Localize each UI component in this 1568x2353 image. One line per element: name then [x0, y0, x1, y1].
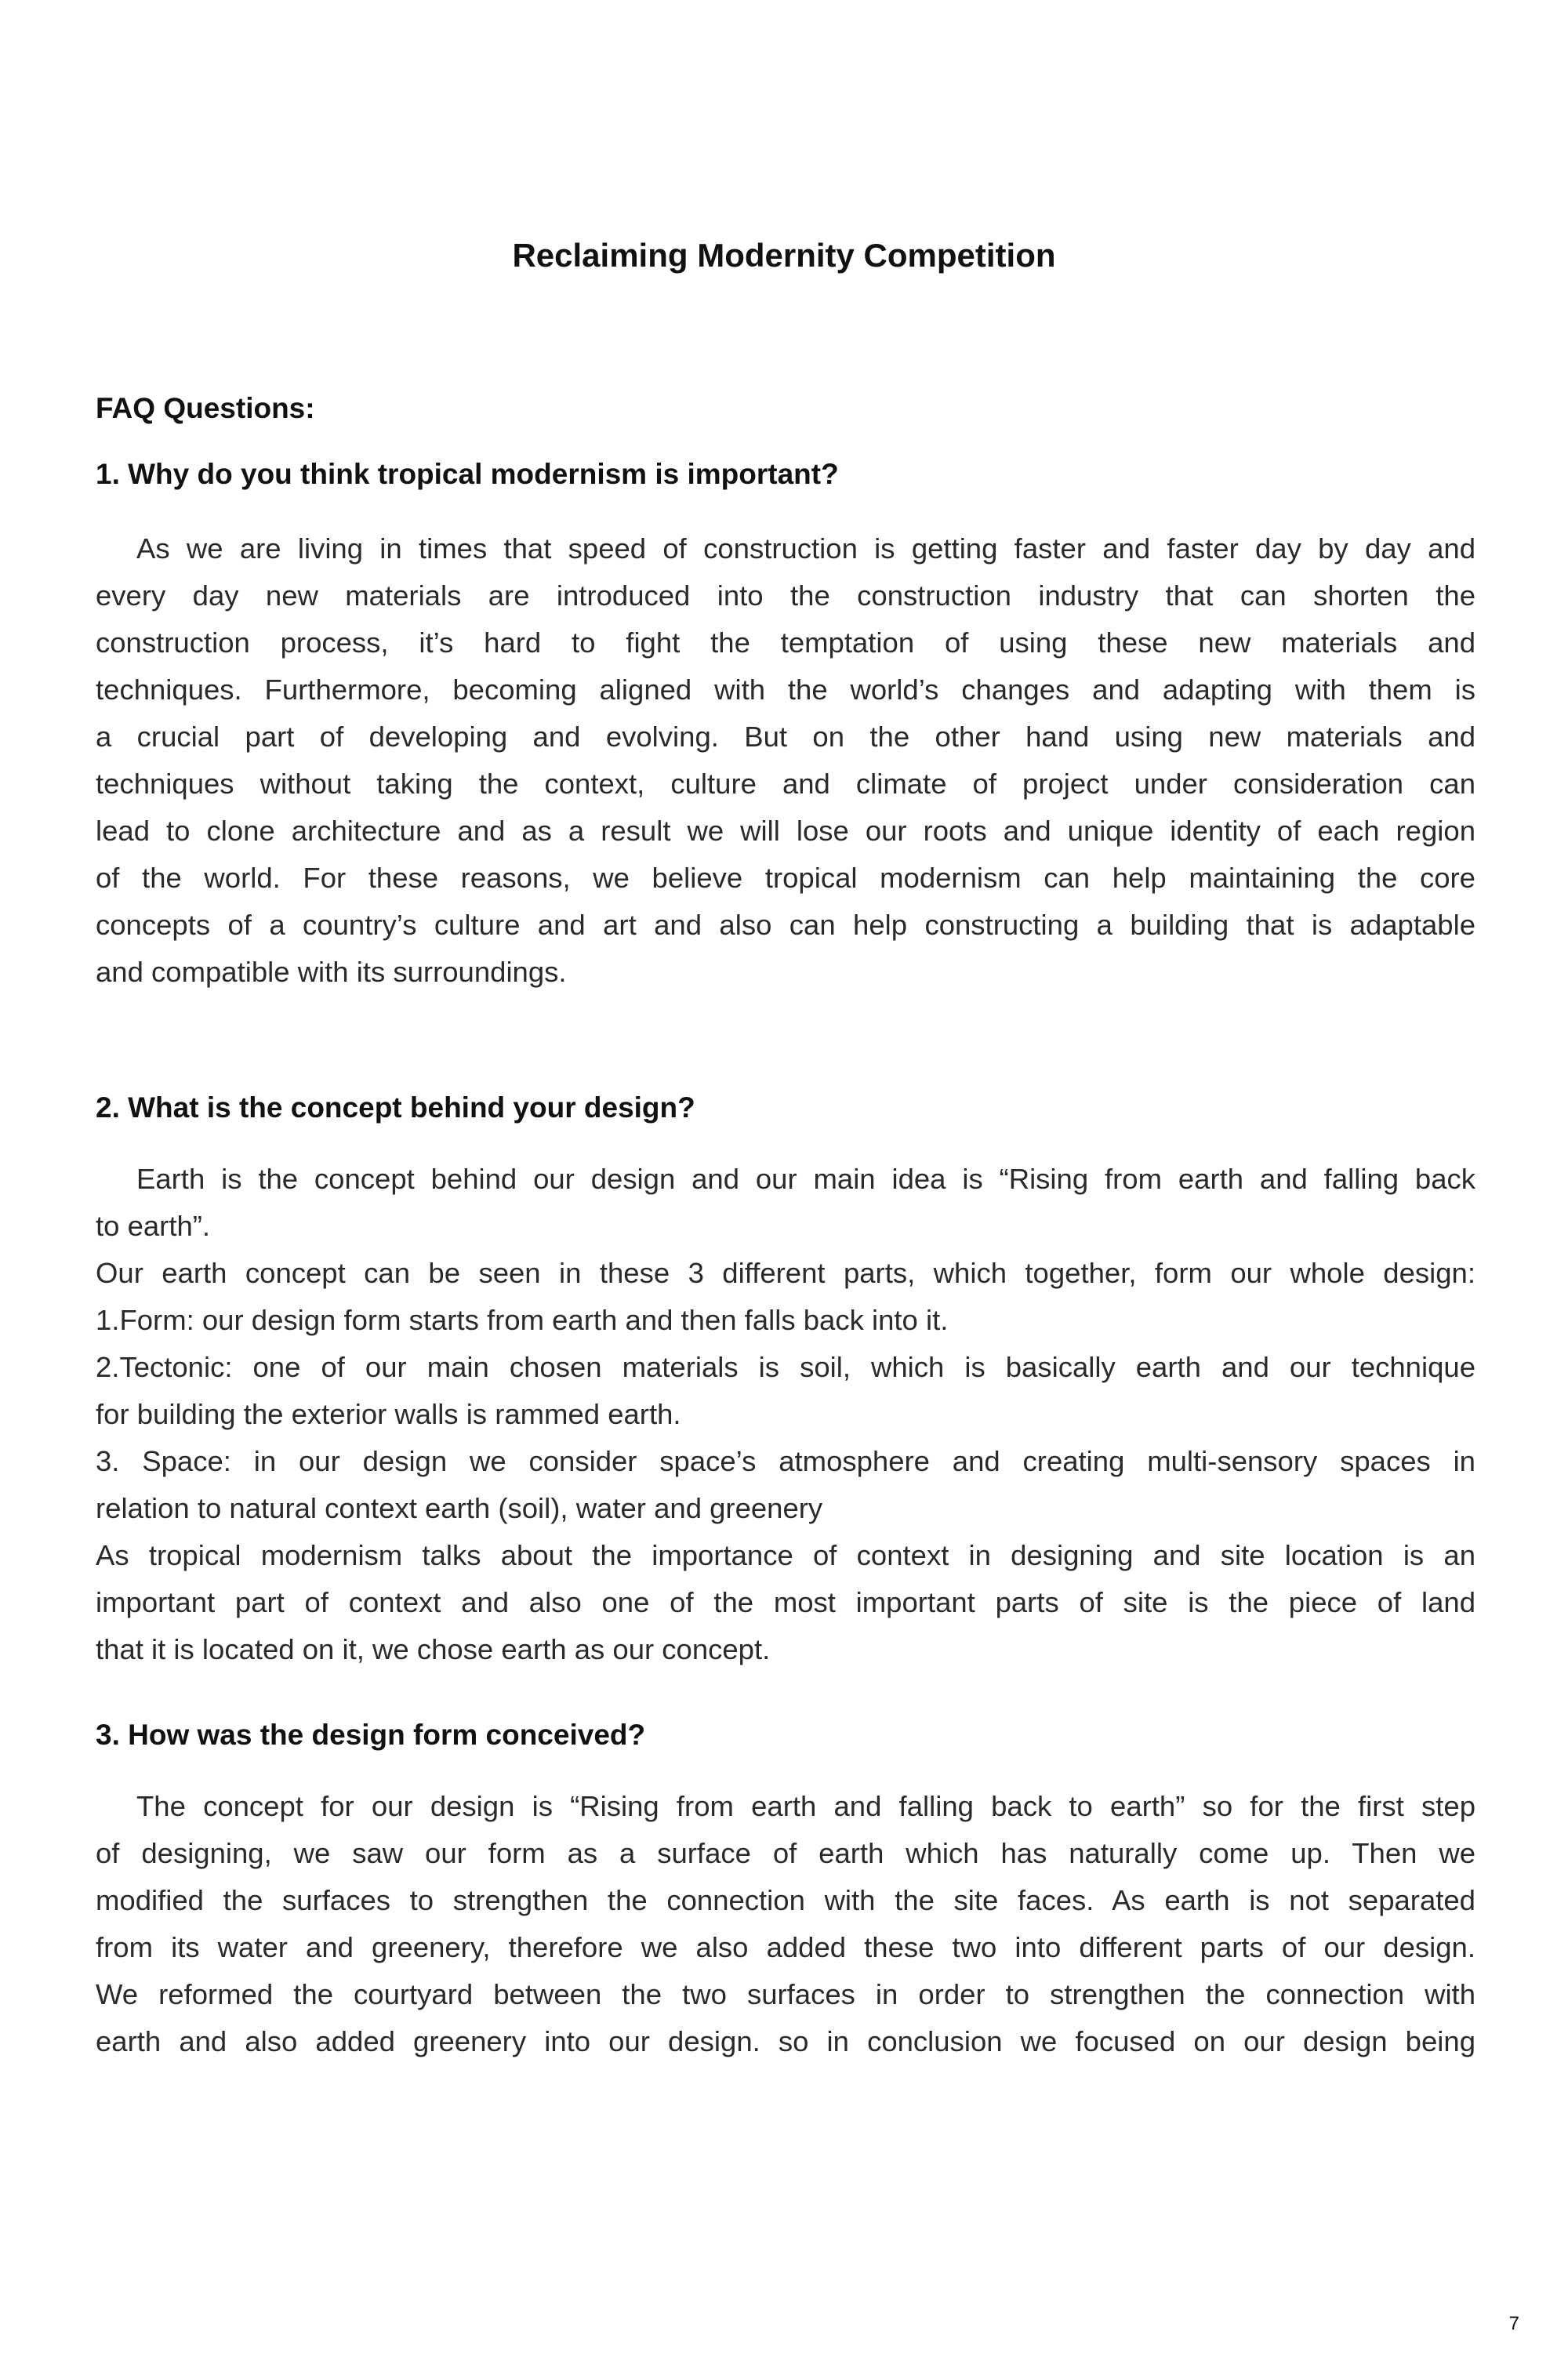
question-1-answer: [96, 525, 1475, 996]
answer-line: modified the surfaces to strengthen the connection with the site faces. As earth is not separated: [96, 1884, 1475, 1916]
answer-line: techniques without taking the context, culture and climate of project under consideration can: [96, 768, 1475, 800]
answer-line: for building the exterior walls is rammed earth.: [96, 1398, 681, 1430]
answer-line: relation to natural context earth (soil), water and greenery: [96, 1492, 823, 1524]
answer-line: 3. Space: in our design we consider space’s atmosphere and creating multi-sensory spaces in: [96, 1445, 1475, 1477]
answer-line: lead to clone architecture and as a result we will lose our roots and unique identity of each region: [96, 815, 1475, 847]
faq-heading: FAQ Questions:: [96, 392, 315, 424]
answer-line: every day new materials are introduced into the construction industry that can shorten the: [96, 579, 1475, 612]
question-3-heading: 3. How was the design form conceived?: [96, 1719, 646, 1751]
answer-line: construction process, it’s hard to fight the temptation of using these new materials and: [96, 626, 1475, 659]
answer-line: important part of context and also one of the most important parts of site is the piece of land: [96, 1586, 1475, 1618]
question-1-heading: 1. Why do you think tropical modernism is important?: [96, 458, 839, 490]
answer-line: earth and also added greenery into our design. so in conclusion we focused on our design being: [96, 2025, 1475, 2057]
answer-line: We reformed the courtyard between the two surfaces in order to strengthen the connection with: [96, 1978, 1475, 2010]
answer-line: of designing, we saw our form as a surface of earth which has naturally come up. Then we: [96, 1837, 1475, 1869]
answer-line: of the world. For these reasons, we believe tropical modernism can help maintaining the core: [96, 862, 1475, 894]
answer-line: 1.Form: our design form starts from earth and then falls back into it.: [96, 1304, 949, 1336]
answer-line: Earth is the concept behind our design and our main idea is “Rising from earth and falling back: [136, 1163, 1475, 1195]
answer-line: 2.Tectonic: one of our main chosen materials is soil, which is basically earth and our technique: [96, 1351, 1475, 1383]
answer-line: concepts of a country’s culture and art and also can help constructing a building that is adaptable: [96, 909, 1475, 941]
answer-line: Our earth concept can be seen in these 3 different parts, which together, form our whole design:: [96, 1257, 1475, 1289]
answer-line: The concept for our design is “Rising from earth and falling back to earth” so for the first step: [136, 1790, 1475, 1822]
answer-line: and compatible with its surroundings.: [96, 956, 567, 988]
page-number: 7: [1508, 2313, 1519, 2334]
answer-line: techniques. Furthermore, becoming aligned with the world’s changes and adapting with them is: [96, 674, 1475, 706]
answer-line: to earth”.: [96, 1210, 211, 1242]
answer-line: that it is located on it, we chose earth as our concept.: [96, 1633, 771, 1665]
answer-line: As tropical modernism talks about the importance of context in designing and site location is an: [96, 1539, 1475, 1571]
answer-line: from its water and greenery, therefore we also added these two into different parts of our design.: [96, 1931, 1475, 1963]
question-2-heading: 2. What is the concept behind your design?: [96, 1091, 695, 1124]
question-3-answer: [96, 1783, 1475, 2065]
answer-line: a crucial part of developing and evolving. But on the other hand using new materials and: [96, 721, 1475, 753]
answer-line: As we are living in times that speed of construction is getting faster and faster day by day and: [136, 532, 1475, 565]
question-2-answer: [96, 1156, 1475, 1673]
document-title: Reclaiming Modernity Competition: [512, 237, 1056, 274]
